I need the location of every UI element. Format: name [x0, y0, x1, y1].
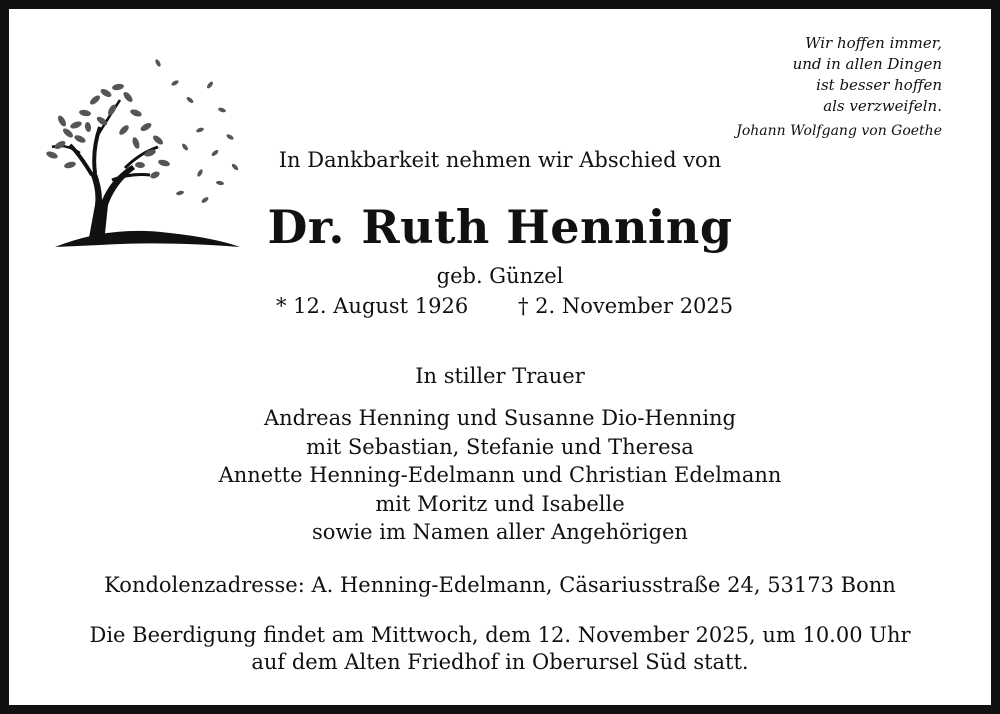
family-list [0, 404, 1000, 547]
family-line: Andreas Henning und Susanne Dio-Henning [263, 406, 737, 430]
quote-line: Wir hoffen immer, [805, 34, 942, 52]
funeral-line: Die Beerdigung findet am Mittwoch, dem 12. November 2025, um 10.00 Uhr [89, 623, 911, 647]
family-line: Annette Henning-Edelmann und Christian Edelmann [218, 463, 782, 487]
quote-line: ist besser hoffen [816, 76, 942, 94]
deceased-name: Dr. Ruth Henning [267, 200, 733, 254]
family-line: mit Sebastian, Stefanie und Theresa [306, 434, 694, 459]
family-line: mit Moritz und Isabelle [375, 491, 625, 516]
funeral-info [0, 622, 1000, 676]
branch-shape [112, 175, 150, 180]
mourning-heading: In stiller Trauer [415, 364, 585, 388]
quote-line: als verzweifeln. [823, 97, 942, 115]
goethe-quote [682, 33, 942, 117]
condolence-address: Kondolenzadresse: A. Henning-Edelmann, Cäsariusstraße 24, 53173 Bonn [104, 573, 896, 597]
quote-author: Johann Wolfgang von Goethe [736, 123, 942, 139]
death-date: † 2. November 2025 [518, 294, 734, 318]
maiden-name: geb. Günzel [436, 264, 564, 288]
funeral-line: auf dem Alten Friedhof in Oberursel Süd statt. [251, 650, 749, 674]
intro-text: In Dankbarkeit nehmen wir Abschied von [278, 148, 722, 172]
birth-date: * 12. August 1926 [276, 294, 469, 318]
falling-leaves [154, 59, 239, 204]
quote-line: und in allen Dingen [792, 55, 942, 73]
family-line: sowie im Namen aller Angehörigen [312, 520, 688, 544]
